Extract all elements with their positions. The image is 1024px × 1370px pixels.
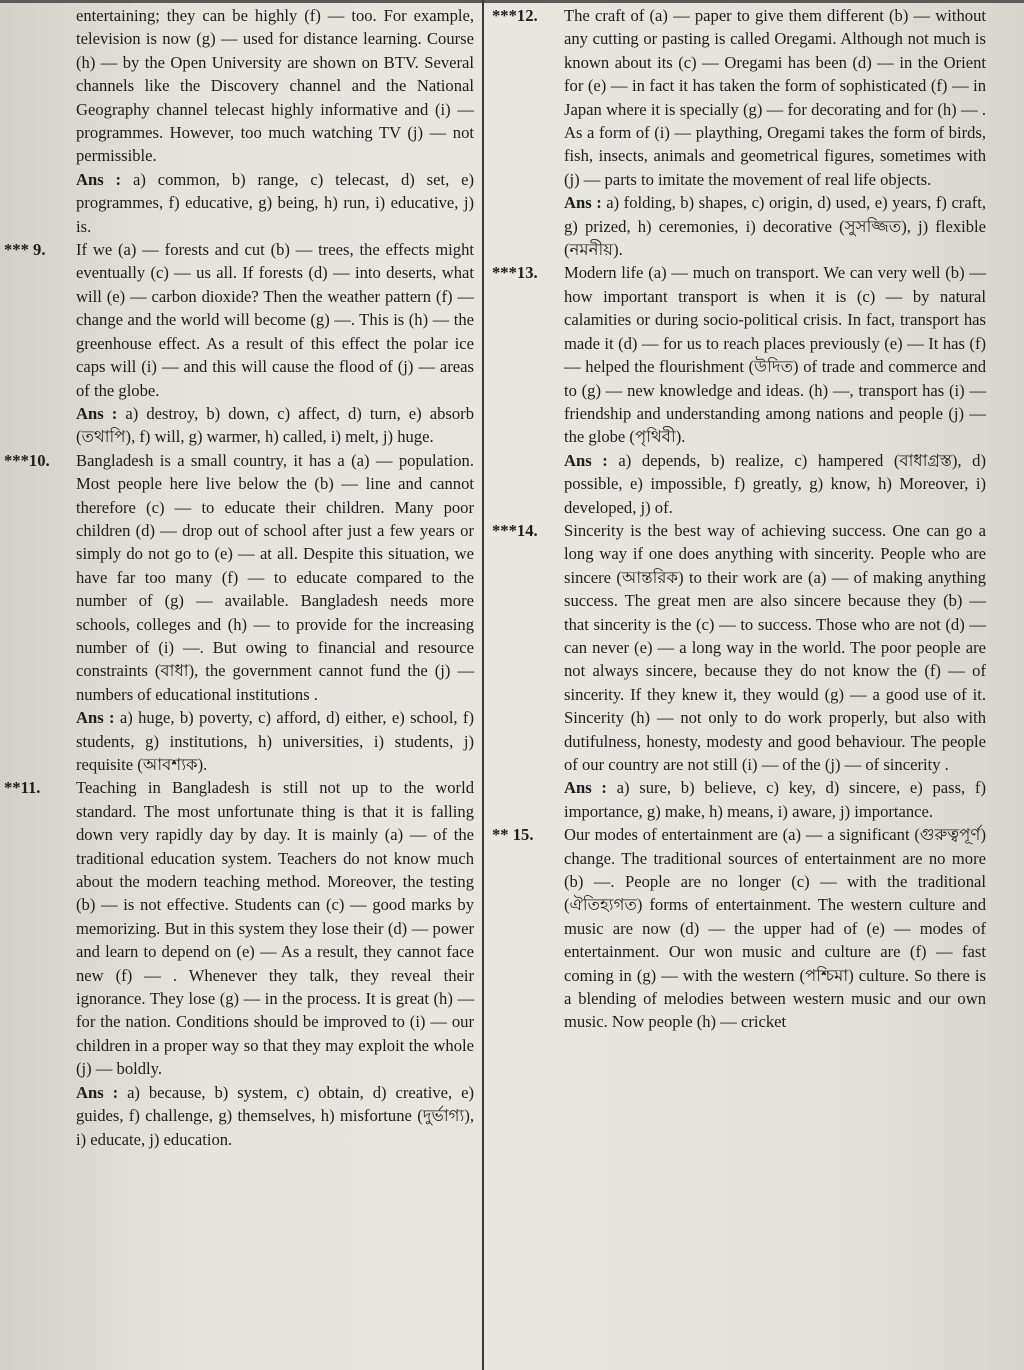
answer-text: a) sure, b) believe, c) key, d) sincere, e) pass, f) importance, g) make, h) means, i) aware, j) importance. (564, 778, 986, 821)
question-number: *** 9. (4, 240, 46, 260)
answer-text: a) huge, b) poverty, c) afford, d) either, e) school, f) students, g) institutions, h) universities, i) students, j) requisite (আবশ্যক). (76, 708, 474, 774)
question-number: ***10. (4, 450, 50, 470)
question-12-answer (564, 191, 986, 261)
answer-label: Ans : (76, 708, 115, 728)
column-divider (482, 0, 484, 1370)
question-number: ***14. (492, 520, 538, 540)
question-11-text: Teaching in Bangladesh is still not up to the world standard. The most unfortunate thing is that it is falling down very rapidly day by day. It is mainly (a) — of the traditional education system. Teachers do not know much about the modern teaching method. Moreover, the testing (b) — is not effective. Students can (c) — good marks by memorizing. But in this system they lose their (d) — power and learn to depend on (e) — As a result, they cannot face new (f) — . Whenever they talk, they reveal their ignorance. They lose (g) — in the process. It is great (h) — for the nation. Conditions should be improved to (i) — our children in a proper way so that they may exploit the whole (j) — boldly. (76, 778, 474, 1079)
left-column (4, 4, 474, 1370)
question-12-text: The craft of (a) — paper to give them different (b) — without any cutting or pasting is called Oregami. Although not much is known about its (c) — Oregami has been (d) — in the Orient for (e) — in fact it has taken the form of sophisticated (f) — in Japan where it is specially (g) — for decorating and for (h) — . As a form of (i) — plaything, Oregami takes the form of birds, fish, insects, animals and geometrical figures, sometimes with (j) — parts to imitate the movement of real life objects. (564, 6, 986, 189)
question-8-continued (4, 4, 474, 238)
question-14-text: Sincerity is the best way of achieving success. One can go a long way if one does anything with sincerity. People who are sincere (আন্তরিক) to their work are (a) — of making anything success. The great men are also sincere because they (b) — that sincerity is the (c) — to success. Those who are not (d) — can never (e) — a long way in the world. The poor people are not always sincere, because they do not know the (f) — of sincerity. If they knew it, they would (g) — a good use of it. Sincerity (h) — not only to do work properly, but also with dutifulness, honesty, modesty and good behaviour. The people of our country are not still (i) — of the (j) — of sincerity . (564, 520, 986, 774)
answer-label: Ans : (76, 169, 122, 189)
question-13-text: Modern life (a) — much on transport. We can very well (b) — how important transport is when it is (c) — by natural calamities or during socio-political crisis. In fact, transport has made it (d) — for us to reach places previously (e) — It has (f) — helped the flourishment (উদিত) of trade and commerce and to (g) — new knowledge and ideas. (h) —, transport has (i) — friendship and understanding among nations and people (j) — the globe (পৃথিবী). (564, 263, 986, 447)
question-15 (492, 823, 986, 1034)
answer-label: Ans : (564, 450, 608, 470)
question-11 (4, 776, 474, 1151)
question-13 (492, 261, 986, 518)
question-10 (4, 449, 474, 777)
question-9-text: If we (a) — forests and cut (b) — trees, the effects might eventually (c) — us all. If forests (d) — into deserts, what will (e) — carbon dioxide? Then the weather pattern (f) — change and the world will become (g) —. This is (h) — the greenhouse effect. As a result of this effect the polar ice caps will (i) — and this will cause the flood of (j) — areas of the globe. (76, 240, 474, 400)
question-9-answer (76, 402, 474, 449)
question-number: **11. (4, 778, 41, 798)
question-8-answer (76, 168, 474, 238)
question-number: ** 15. (492, 825, 534, 845)
answer-text: a) common, b) range, c) telecast, d) set, e) programmes, f) educative, g) being, h) run, i) educative, j) is. (76, 169, 474, 236)
question-9 (4, 238, 474, 449)
question-15-text: Our modes of entertainment are (a) — a significant (গুরুত্বপূর্ণ) change. The traditional sources of entertainment are no more (b) —. People are no longer (c) — with the traditional (ঐতিহ্যগত) forms of entertainment. The western culture and music are now (d) — the upper had of (e) — modes of entertainment. Our won music and culture are (f) — fast coming in (g) — with the western (পশ্চিমা) culture. So there is a blending of melodies between western music and our own music. Now people (h) — cricket (564, 825, 986, 1032)
answer-text: a) destroy, b) down, c) affect, d) turn, e) absorb (তথাপি), f) will, g) warmer, h) called, i) melt, j) huge. (76, 403, 474, 447)
question-11-answer (76, 1081, 474, 1151)
question-8-text: entertaining; they can be highly (f) — too. For example, television is now (g) — used for distance learning. Course (h) — by the Open University are shown on BTV. Several channels like the Discovery channel and the National Geography channel telecast highly informative and (i) — programmes. However, too much watching TV (j) — not permissible. (76, 6, 474, 166)
question-14 (492, 519, 986, 823)
answer-label: Ans : (76, 403, 118, 423)
question-12 (492, 4, 986, 261)
question-10-text: Bangladesh is a small country, it has a (a) — population. Most people here live below the (b) — line and cannot therefore (c) — to educate their children. Many poor children (d) — drop out of school after just a few years or simply do not go to (e) — at all. Despite this situation, we have far too many (f) — to educate compared to the number of (g) — available. Bangladesh needs more schools, colleges and (h) — to provide for the increasing number of (i) —. But owing to financial and resource constraints (বাধা), the government cannot fund the (j) — numbers of educational institutions . (76, 450, 474, 704)
answer-label: Ans : (76, 1082, 119, 1102)
question-number: ***12. (492, 6, 538, 25)
question-10-answer (76, 706, 474, 776)
question-13-answer (564, 449, 986, 519)
question-number: ***13. (492, 263, 538, 283)
answer-text: a) depends, b) realize, c) hampered (বাধাগ্রস্ত), d) possible, e) impossible, f) greatly, g) know, h) Moreover, i) developed, j) of. (564, 450, 986, 517)
page-top-edge (0, 0, 1024, 3)
answer-label: Ans : (564, 778, 607, 798)
right-column (492, 4, 986, 1370)
question-14-answer (564, 776, 986, 823)
answer-text: a) folding, b) shapes, c) origin, d) used, e) years, f) craft, g) prized, h) ceremonies, i) decorative (সুসজ্জিত), j) flexible (নমনীয়). (564, 193, 986, 260)
answer-label: Ans : (564, 193, 602, 213)
answer-text: a) because, b) system, c) obtain, d) creative, e) guides, f) challenge, g) themselves, h) misfortune (দুর্ভাগ্য), i) educate, j) education. (76, 1082, 474, 1149)
